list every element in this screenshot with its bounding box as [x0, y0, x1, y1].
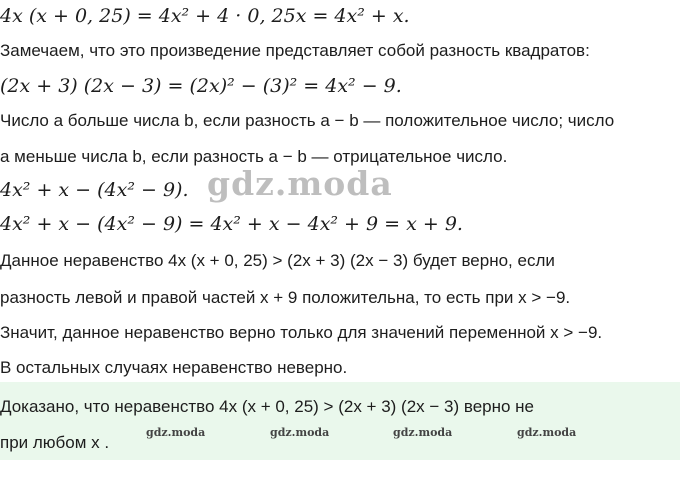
text-line-10: Значит, данное неравенство верно только для значений переменной x > −9. [0, 323, 603, 342]
text-line-13: при любом x . [0, 433, 110, 452]
text-line-8: Данное неравенство 4x (x + 0, 25) > (2x + 3) (2x − 3) будет верно, если [0, 251, 555, 270]
text-line-9: разность левой и правой частей x + 9 положительна, то есть при x > −9. [0, 288, 571, 307]
text-line-4: Число a больше числа b, если разность a − b — положительное число; число [0, 111, 615, 130]
equation-line-7: 4x² + x − (4x² − 9) = 4x² + x − 4x² + 9 = x + 9. [0, 213, 463, 235]
watermark-small-3: gdz.moda [393, 426, 453, 439]
text-line-5: a меньше числа b, если разность a − b — отрицательное число. [0, 147, 508, 166]
watermark-logo: gdz.moda [207, 164, 393, 203]
text-line-11: В остальных случаях неравенство неверно. [0, 358, 348, 377]
watermark-small-4: gdz.moda [517, 426, 577, 439]
equation-line-3: (2x + 3) (2x − 3) = (2x)² − (3)² = 4x² − 9. [0, 75, 402, 97]
watermark-small-1: gdz.moda [146, 426, 206, 439]
equation-line-1: 4x (x + 0, 25) = 4x² + 4 · 0, 25x = 4x² + x. [0, 5, 410, 27]
watermark-small-2: gdz.moda [270, 426, 330, 439]
equation-line-6: 4x² + x − (4x² − 9). [0, 179, 189, 201]
text-line-2: Замечаем, что это произведение представляет собой разность квадратов: [0, 41, 590, 60]
text-line-12: Доказано, что неравенство 4x (x + 0, 25) > (2x + 3) (2x − 3) верно не [0, 397, 535, 416]
